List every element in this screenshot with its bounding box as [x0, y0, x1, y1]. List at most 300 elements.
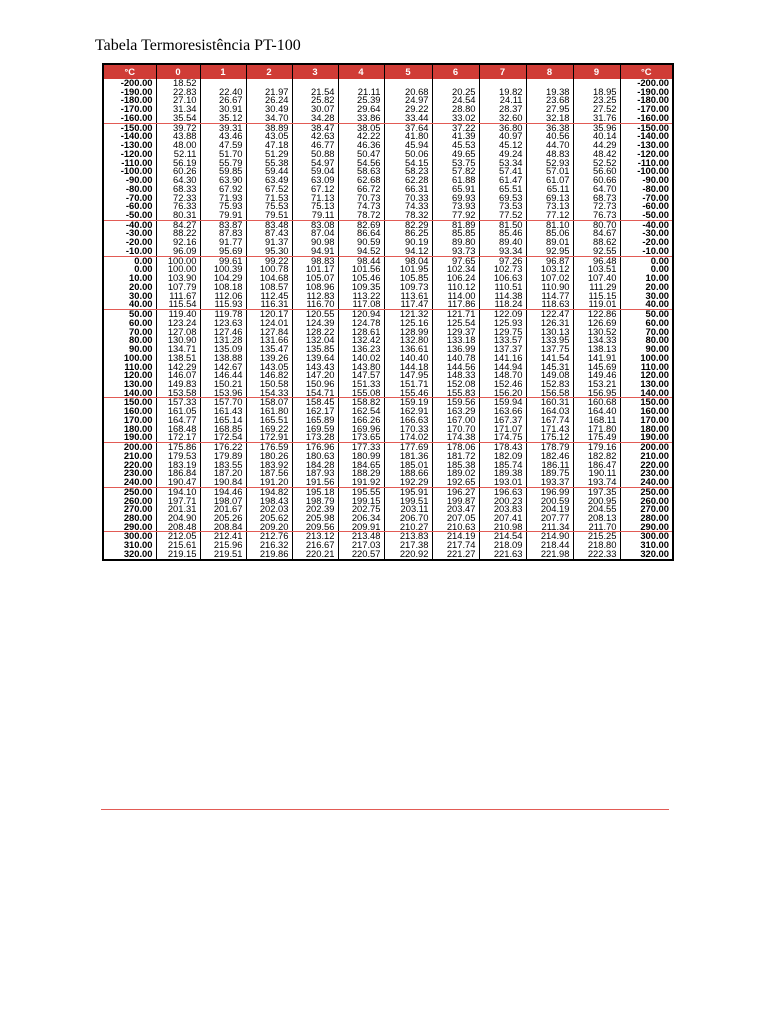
resistance-cell: 202.03 — [246, 505, 292, 514]
resistance-cell: 126.31 — [526, 319, 573, 328]
resistance-cell: 144.94 — [479, 363, 526, 372]
resistance-cell: 83.08 — [292, 220, 338, 229]
resistance-cell: 200.95 — [573, 497, 620, 506]
resistance-cell: 150.21 — [200, 380, 246, 389]
resistance-cell: 200.23 — [479, 497, 526, 506]
resistance-cell: 20.68 — [384, 88, 432, 97]
resistance-cell: 209.20 — [246, 523, 292, 532]
resistance-cell: 51.70 — [200, 150, 246, 159]
resistance-cell: 20.25 — [432, 88, 479, 97]
resistance-cell: 43.88 — [156, 132, 200, 141]
resistance-cell: 54.97 — [292, 159, 338, 168]
resistance-cell: 125.93 — [479, 319, 526, 328]
resistance-cell: 81.50 — [479, 220, 526, 229]
temperature-cell: -200.00 — [620, 79, 672, 88]
resistance-cell: 219.15 — [156, 550, 200, 559]
temperature-cell: 240.00 — [104, 478, 156, 487]
header-cell-digit: 7 — [479, 65, 526, 79]
resistance-cell: 113.22 — [338, 292, 384, 301]
resistance-cell: 167.74 — [526, 416, 573, 425]
resistance-cell: 66.31 — [384, 185, 432, 194]
table-row — [104, 185, 672, 194]
temperature-cell: 240.00 — [620, 478, 672, 487]
resistance-cell: 29.64 — [338, 105, 384, 114]
temperature-cell: 310.00 — [620, 541, 672, 550]
resistance-cell: 141.91 — [573, 354, 620, 363]
resistance-cell: 70.73 — [338, 194, 384, 203]
table-row — [104, 550, 672, 559]
resistance-cell — [432, 79, 479, 88]
table-row — [104, 514, 672, 523]
resistance-cell: 221.98 — [526, 550, 573, 559]
resistance-cell: 58.23 — [384, 167, 432, 176]
resistance-cell: 156.95 — [573, 389, 620, 398]
resistance-cell: 151.71 — [384, 380, 432, 389]
resistance-cell: 37.64 — [384, 123, 432, 132]
resistance-cell: 26.24 — [246, 96, 292, 105]
resistance-cell: 25.39 — [338, 96, 384, 105]
resistance-cell: 28.37 — [479, 105, 526, 114]
resistance-cell: 180.99 — [338, 452, 384, 461]
temperature-cell: 220.00 — [620, 461, 672, 470]
resistance-cell: 22.83 — [156, 88, 200, 97]
table-row — [104, 363, 672, 372]
temperature-cell: 190.00 — [104, 433, 156, 442]
resistance-cell: 193.37 — [526, 478, 573, 487]
resistance-cell: 84.67 — [573, 229, 620, 238]
resistance-cell: 105.46 — [338, 274, 384, 283]
resistance-cell: 90.59 — [338, 238, 384, 247]
resistance-cell: 133.18 — [432, 336, 479, 345]
resistance-cell: 24.54 — [432, 96, 479, 105]
resistance-cell: 23.25 — [573, 96, 620, 105]
resistance-cell: 107.40 — [573, 274, 620, 283]
resistance-cell: 50.06 — [384, 150, 432, 159]
resistance-cell: 208.84 — [200, 523, 246, 532]
resistance-cell: 53.75 — [432, 159, 479, 168]
resistance-cell: 209.91 — [338, 523, 384, 532]
resistance-cell: 174.38 — [432, 433, 479, 442]
resistance-cell: 153.58 — [156, 389, 200, 398]
table-row — [104, 354, 672, 363]
resistance-cell: 133.57 — [479, 336, 526, 345]
resistance-cell: 156.20 — [479, 389, 526, 398]
resistance-cell: 155.08 — [338, 389, 384, 398]
resistance-cell: 131.66 — [246, 336, 292, 345]
resistance-cell: 176.59 — [246, 443, 292, 452]
resistance-cell: 158.82 — [338, 398, 384, 407]
resistance-cell: 45.94 — [384, 141, 432, 150]
resistance-cell: 103.51 — [573, 265, 620, 274]
resistance-cell: 82.69 — [338, 220, 384, 229]
resistance-cell: 152.46 — [479, 380, 526, 389]
resistance-cell: 94.52 — [338, 247, 384, 256]
resistance-cell: 126.69 — [573, 319, 620, 328]
resistance-cell: 146.44 — [200, 371, 246, 380]
resistance-cell: 87.04 — [292, 229, 338, 238]
table-row — [104, 229, 672, 238]
resistance-cell: 180.26 — [246, 452, 292, 461]
resistance-cell: 63.49 — [246, 176, 292, 185]
resistance-cell: 193.74 — [573, 478, 620, 487]
temperature-cell: 280.00 — [620, 514, 672, 523]
resistance-cell: 121.32 — [384, 310, 432, 319]
table-row — [104, 202, 672, 211]
resistance-cell: 177.33 — [338, 443, 384, 452]
resistance-cell: 76.73 — [573, 211, 620, 220]
resistance-cell: 38.47 — [292, 123, 338, 132]
resistance-cell: 110.90 — [526, 283, 573, 292]
temperature-cell: -190.00 — [620, 88, 672, 97]
resistance-cell: 161.43 — [200, 407, 246, 416]
resistance-cell: 73.93 — [432, 202, 479, 211]
resistance-cell: 128.99 — [384, 328, 432, 337]
table-row — [104, 425, 672, 434]
resistance-cell: 216.67 — [292, 541, 338, 550]
resistance-cell: 160.68 — [573, 398, 620, 407]
resistance-cell: 112.83 — [292, 292, 338, 301]
header-cell-digit: 0 — [156, 65, 200, 79]
resistance-cell: 91.37 — [246, 238, 292, 247]
resistance-cell: 43.05 — [246, 132, 292, 141]
resistance-cell: 122.47 — [526, 310, 573, 319]
header-cell-digit: 1 — [200, 65, 246, 79]
resistance-cell: 95.69 — [200, 247, 246, 256]
resistance-cell: 81.10 — [526, 220, 573, 229]
resistance-cell: 190.84 — [200, 478, 246, 487]
resistance-cell: 159.56 — [432, 398, 479, 407]
resistance-cell: 200.59 — [526, 497, 573, 506]
resistance-cell: 158.45 — [292, 398, 338, 407]
table-row — [104, 150, 672, 159]
resistance-cell: 27.95 — [526, 105, 573, 114]
resistance-cell: 109.35 — [338, 283, 384, 292]
resistance-cell: 172.91 — [246, 433, 292, 442]
resistance-cell: 138.51 — [156, 354, 200, 363]
resistance-cell: 27.10 — [156, 96, 200, 105]
resistance-cell: 208.13 — [573, 514, 620, 523]
resistance-cell: 157.33 — [156, 398, 200, 407]
table-row — [104, 328, 672, 337]
resistance-cell: 206.70 — [384, 514, 432, 523]
resistance-cell: 119.78 — [200, 310, 246, 319]
resistance-cell: 188.66 — [384, 469, 432, 478]
resistance-cell: 146.07 — [156, 371, 200, 380]
resistance-cell — [200, 79, 246, 88]
resistance-cell: 124.39 — [292, 319, 338, 328]
resistance-cell: 116.31 — [246, 300, 292, 309]
resistance-cell: 120.55 — [292, 310, 338, 319]
resistance-cell: 159.94 — [479, 398, 526, 407]
resistance-cell: 58.63 — [338, 167, 384, 176]
temperature-cell: 270.00 — [123, 505, 153, 514]
resistance-cell: 189.75 — [526, 469, 573, 478]
resistance-cell: 197.71 — [156, 497, 200, 506]
resistance-cell: 40.97 — [479, 132, 526, 141]
temperature-cell: 320.00 — [620, 550, 672, 559]
resistance-cell: 108.96 — [292, 283, 338, 292]
resistance-cell: 25.82 — [292, 96, 338, 105]
resistance-cell: 46.36 — [338, 141, 384, 150]
temperature-cell: 110.00 — [124, 362, 153, 372]
table-row — [104, 211, 672, 220]
temperature-cell: -40.00 — [620, 220, 672, 229]
resistance-cell: 190.11 — [573, 469, 620, 478]
resistance-cell: 70.33 — [384, 194, 432, 203]
resistance-cell: 169.59 — [292, 425, 338, 434]
resistance-cell: 115.15 — [573, 292, 620, 301]
resistance-cell: 167.00 — [432, 416, 479, 425]
temperature-cell: 80.00 — [129, 336, 153, 346]
resistance-cell: 110.12 — [432, 283, 479, 292]
temperature-cell: 290.00 — [620, 523, 672, 532]
temperature-cell: 200.00 — [123, 442, 153, 452]
resistance-cell: 61.07 — [526, 176, 573, 185]
resistance-cell: 42.63 — [292, 132, 338, 141]
resistance-cell: 122.86 — [573, 310, 620, 319]
resistance-cell: 108.18 — [200, 283, 246, 292]
temperature-cell: 280.00 — [123, 513, 153, 523]
resistance-cell: 69.93 — [432, 194, 479, 203]
resistance-cell: 32.60 — [479, 114, 526, 123]
temperature-cell: 10.00 — [620, 274, 672, 283]
resistance-cell: 220.92 — [384, 550, 432, 559]
temperature-cell: 130.00 — [123, 379, 153, 389]
resistance-cell: 140.02 — [338, 354, 384, 363]
temperature-cell: -60.00 — [125, 202, 153, 212]
resistance-cell: 182.82 — [573, 452, 620, 461]
temperature-cell: 100.00 — [620, 354, 672, 363]
temperature-cell: -110.00 — [121, 158, 153, 168]
resistance-cell: 191.20 — [246, 478, 292, 487]
resistance-cell: 36.38 — [526, 123, 573, 132]
resistance-cell: 204.90 — [156, 514, 200, 523]
resistance-cell: 112.45 — [246, 292, 292, 301]
table-row — [104, 380, 672, 389]
table-row — [104, 497, 672, 506]
resistance-cell: 143.43 — [292, 363, 338, 372]
resistance-cell: 213.48 — [338, 532, 384, 541]
temperature-cell: 210.00 — [123, 451, 153, 461]
resistance-cell: 199.51 — [384, 497, 432, 506]
resistance-cell: 18.52 — [156, 79, 200, 88]
resistance-cell: 130.52 — [573, 328, 620, 337]
header-cell-digit: 3 — [292, 65, 338, 79]
temperature-cell: 0.00 — [134, 265, 153, 275]
temperature-cell: -110.00 — [620, 159, 672, 168]
header-cell-celsius: °C — [620, 65, 672, 79]
resistance-cell: 169.96 — [338, 425, 384, 434]
resistance-cell: 208.48 — [156, 523, 200, 532]
resistance-cell: 28.80 — [432, 105, 479, 114]
resistance-cell: 40.56 — [526, 132, 573, 141]
resistance-cell: 89.40 — [479, 238, 526, 247]
temperature-cell: -190.00 — [120, 87, 153, 97]
resistance-cell: 19.82 — [479, 88, 526, 97]
resistance-cell: 107.79 — [156, 283, 200, 292]
header-cell-celsius: °C — [104, 65, 156, 79]
resistance-cell: 217.74 — [432, 541, 479, 550]
temperature-cell: -100.00 — [620, 167, 672, 176]
resistance-cell: 216.32 — [246, 541, 292, 550]
temperature-cell: 190.00 — [620, 433, 672, 442]
table-row — [104, 319, 672, 328]
temperature-cell: 20.00 — [620, 283, 672, 292]
resistance-cell: 52.11 — [156, 150, 200, 159]
resistance-cell: 175.49 — [573, 433, 620, 442]
resistance-cell: 145.31 — [526, 363, 573, 372]
resistance-cell: 74.33 — [384, 202, 432, 211]
header-cell-digit: 6 — [432, 65, 479, 79]
resistance-cell: 219.86 — [246, 550, 292, 559]
resistance-cell: 116.70 — [292, 300, 338, 309]
resistance-cell: 221.27 — [432, 550, 479, 559]
resistance-cell: 145.69 — [573, 363, 620, 372]
resistance-cell: 174.02 — [384, 433, 432, 442]
temperature-cell: -140.00 — [620, 132, 672, 141]
temperature-cell: 70.00 — [620, 328, 672, 337]
bottom-divider — [101, 809, 669, 810]
resistance-cell: 106.24 — [432, 274, 479, 283]
resistance-cell: 35.54 — [156, 114, 200, 123]
resistance-cell: 39.72 — [156, 123, 200, 132]
resistance-cell: 26.67 — [200, 96, 246, 105]
resistance-cell: 90.98 — [292, 238, 338, 247]
temperature-cell: 100.00 — [123, 353, 153, 363]
resistance-cell: 100.39 — [200, 265, 246, 274]
temperature-cell: 160.00 — [123, 407, 153, 416]
resistance-cell: 131.28 — [200, 336, 246, 345]
resistance-cell: 64.70 — [573, 185, 620, 194]
resistance-cell: 153.21 — [573, 380, 620, 389]
resistance-cell: 79.51 — [246, 211, 292, 220]
resistance-cell: 198.07 — [200, 497, 246, 506]
resistance-cell: 162.17 — [292, 407, 338, 416]
temperature-cell: 150.00 — [123, 397, 153, 408]
resistance-cell: 194.10 — [156, 487, 200, 496]
resistance-cell: 176.22 — [200, 443, 246, 452]
resistance-cell: 100.00 — [156, 256, 200, 265]
resistance-cell: 204.55 — [573, 505, 620, 514]
resistance-cell: 156.58 — [526, 389, 573, 398]
resistance-cell: 207.77 — [526, 514, 573, 523]
resistance-cell: 151.33 — [338, 380, 384, 389]
table-row — [104, 167, 672, 176]
resistance-cell: 102.34 — [432, 265, 479, 274]
temperature-cell: 300.00 — [620, 532, 672, 541]
resistance-cell: 212.41 — [200, 532, 246, 541]
resistance-cell: 203.83 — [479, 505, 526, 514]
resistance-cell: 190.47 — [156, 478, 200, 487]
resistance-cell: 27.52 — [573, 105, 620, 114]
resistance-cell: 187.93 — [292, 469, 338, 478]
resistance-cell: 139.64 — [292, 354, 338, 363]
resistance-cell: 118.24 — [479, 300, 526, 309]
resistance-cell: 33.02 — [432, 114, 479, 123]
resistance-cell: 188.29 — [338, 469, 384, 478]
resistance-cell: 172.54 — [200, 433, 246, 442]
resistance-cell: 114.77 — [526, 292, 573, 301]
resistance-cell: 45.53 — [432, 141, 479, 150]
temperature-cell: -100.00 — [120, 167, 153, 177]
resistance-cell: 220.21 — [292, 550, 338, 559]
resistance-cell: 114.00 — [432, 292, 479, 301]
resistance-cell: 68.73 — [573, 194, 620, 203]
resistance-cell: 65.11 — [526, 185, 573, 194]
resistance-cell: 94.91 — [292, 247, 338, 256]
resistance-cell: 176.96 — [292, 443, 338, 452]
resistance-cell: 150.58 — [246, 380, 292, 389]
resistance-cell: 21.54 — [292, 88, 338, 97]
resistance-cell: 98.83 — [292, 256, 338, 265]
temperature-cell: 160.00 — [620, 407, 672, 416]
header-cell-digit: 5 — [384, 65, 432, 79]
table-row — [104, 274, 672, 283]
resistance-cell: 186.47 — [573, 461, 620, 470]
resistance-cell: 182.09 — [479, 452, 526, 461]
resistance-cell: 67.52 — [246, 185, 292, 194]
resistance-cell: 21.97 — [246, 88, 292, 97]
table-row — [104, 398, 672, 407]
resistance-cell: 165.89 — [292, 416, 338, 425]
resistance-cell: 152.08 — [432, 380, 479, 389]
resistance-cell: 166.63 — [384, 416, 432, 425]
resistance-cell: 41.80 — [384, 132, 432, 141]
resistance-cell: 80.70 — [573, 220, 620, 229]
resistance-cell: 138.88 — [200, 354, 246, 363]
resistance-cell: 120.94 — [338, 310, 384, 319]
resistance-cell: 77.52 — [479, 211, 526, 220]
resistance-cell: 152.83 — [526, 380, 573, 389]
resistance-cell: 114.38 — [479, 292, 526, 301]
temperature-cell: 40.00 — [104, 300, 156, 309]
resistance-cell: 50.88 — [292, 150, 338, 159]
resistance-cell: 97.26 — [479, 256, 526, 265]
resistance-cell: 82.29 — [384, 220, 432, 229]
resistance-cell: 39.31 — [200, 123, 246, 132]
table-row — [104, 79, 672, 88]
resistance-cell: 178.43 — [479, 443, 526, 452]
resistance-cell: 161.05 — [156, 407, 200, 416]
resistance-cell: 67.12 — [292, 185, 338, 194]
resistance-cell: 137.37 — [479, 345, 526, 354]
temperature-cell: 30.00 — [620, 292, 672, 301]
resistance-cell: 165.14 — [200, 416, 246, 425]
resistance-cell: 202.75 — [338, 505, 384, 514]
resistance-cell: 30.49 — [246, 105, 292, 114]
temperature-cell: -20.00 — [620, 238, 672, 247]
resistance-cell: 128.61 — [338, 328, 384, 337]
temperature-cell: 90.00 — [129, 345, 153, 354]
resistance-cell: 29.22 — [384, 105, 432, 114]
pt100-table — [104, 65, 672, 559]
resistance-cell: 36.80 — [479, 123, 526, 132]
table-row — [104, 96, 672, 105]
resistance-cell: 159.19 — [384, 398, 432, 407]
resistance-cell: 59.44 — [246, 167, 292, 176]
temperature-cell: 250.00 — [123, 487, 153, 497]
resistance-cell: 60.26 — [156, 167, 200, 176]
resistance-cell: 179.89 — [200, 452, 246, 461]
resistance-cell: 64.30 — [156, 176, 200, 185]
resistance-cell: 169.22 — [246, 425, 292, 434]
header-cell-digit: 4 — [338, 65, 384, 79]
resistance-cell: 183.55 — [200, 461, 246, 470]
temperature-cell: 130.00 — [620, 380, 672, 389]
temperature-cell: 250.00 — [620, 487, 672, 496]
resistance-cell: 171.07 — [479, 425, 526, 434]
table-row — [104, 389, 672, 398]
